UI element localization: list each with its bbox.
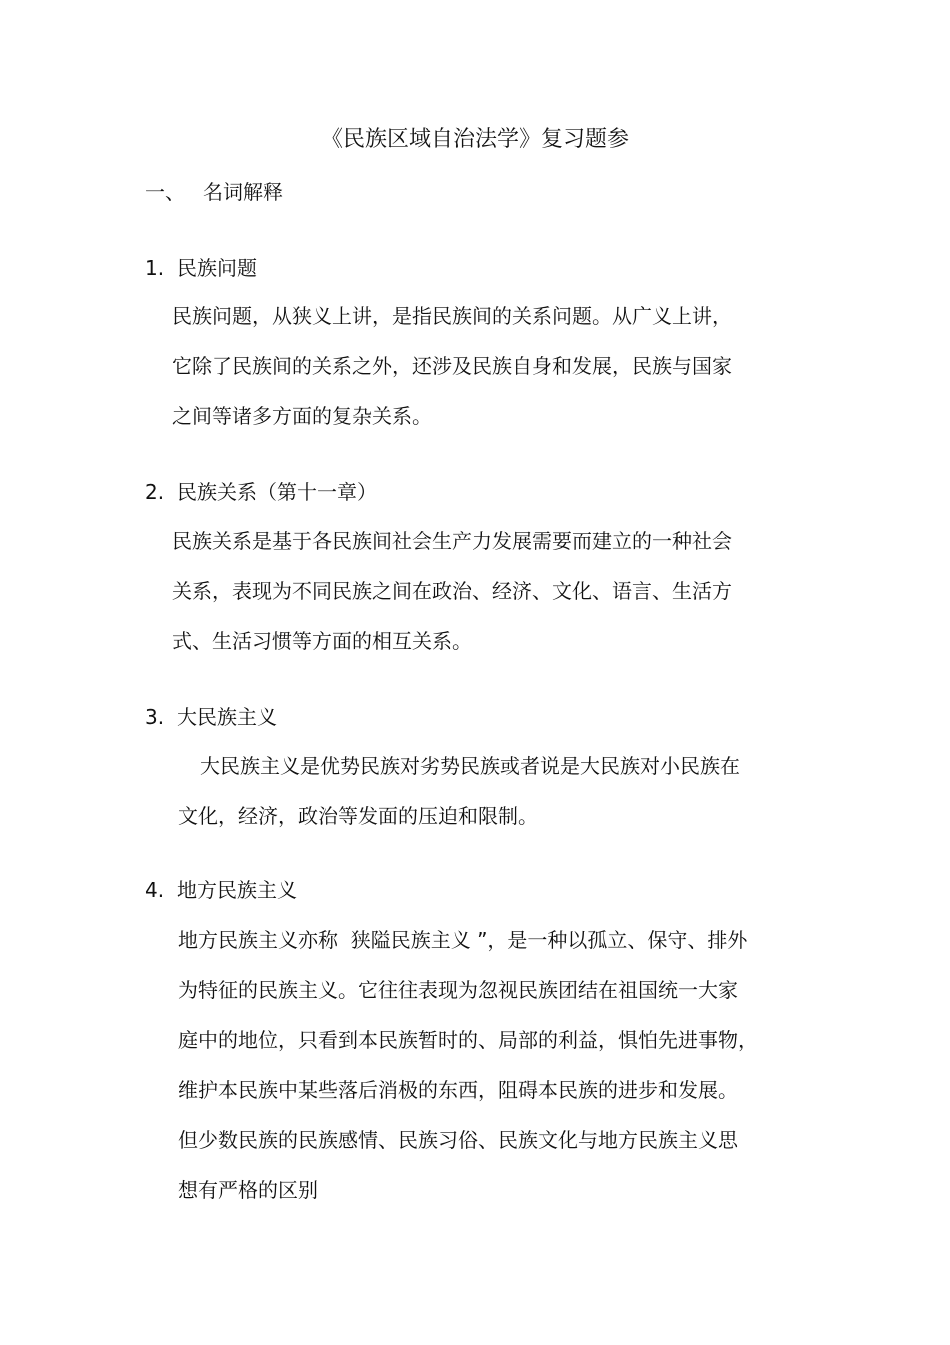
item-number: 2. — [145, 480, 165, 504]
section-label: 名词解释 — [203, 180, 283, 204]
item-heading — [145, 701, 277, 733]
definition-line: 之间等诸多方面的复杂关系。 — [172, 404, 432, 428]
item-definition — [172, 516, 792, 666]
item-definition — [178, 741, 798, 841]
definition-line: 民族关系是基于各民族间社会生产力发展需要而建立的一种社会 — [172, 529, 732, 553]
section-heading — [145, 176, 283, 208]
definition-line: 大民族主义是优势民族对劣势民族或者说是大民族对小民族在 — [200, 754, 740, 778]
definition-line: 民族问题，从狭义上讲，是指民族间的关系问题。从广义上讲， — [172, 304, 732, 328]
definition-line: 维护本民族中某些落后消极的东西，阻碍本民族的进步和发展。 — [178, 1078, 738, 1102]
definition-line: 文化，经济，政治等发面的压迫和限制。 — [178, 804, 538, 828]
definition-line: 但少数民族的民族感情、民族习俗、民族文化与地方民族主义思 — [178, 1128, 738, 1152]
definition-line: 地方民族主义亦称 狭隘民族主义 ”，是一种以孤立、保守、排外 — [178, 928, 748, 952]
definition-line: 它除了民族间的关系之外，还涉及民族自身和发展，民族与国家 — [172, 354, 732, 378]
item-title: 大民族主义 — [177, 705, 277, 729]
item-number: 3. — [145, 705, 165, 729]
definition-line: 关系，表现为不同民族之间在政治、经济、文化、语言、生活方 — [172, 579, 732, 603]
section-number: 一、 — [145, 180, 185, 204]
definition-line: 庭中的地位，只看到本民族暂时的、局部的利益，惧怕先进事物， — [178, 1028, 758, 1052]
definition-line: 想有严格的区别 — [178, 1178, 318, 1202]
item-title: 地方民族主义 — [177, 878, 297, 902]
item-heading — [145, 252, 257, 284]
item-number: 1. — [145, 256, 165, 280]
item-definition — [178, 915, 798, 1215]
item-title: 民族关系（第十一章） — [177, 480, 377, 504]
item-number: 4. — [145, 878, 165, 902]
item-definition — [172, 291, 792, 441]
definition-line: 为特征的民族主义。它往往表现为忽视民族团结在祖国统一大家 — [178, 978, 738, 1002]
definition-line: 式、生活习惯等方面的相互关系。 — [172, 629, 472, 653]
item-heading — [145, 874, 297, 906]
document-title: 《民族区域自治法学》复习题参 — [320, 127, 629, 152]
item-heading — [145, 476, 377, 508]
item-title: 民族问题 — [177, 256, 257, 280]
